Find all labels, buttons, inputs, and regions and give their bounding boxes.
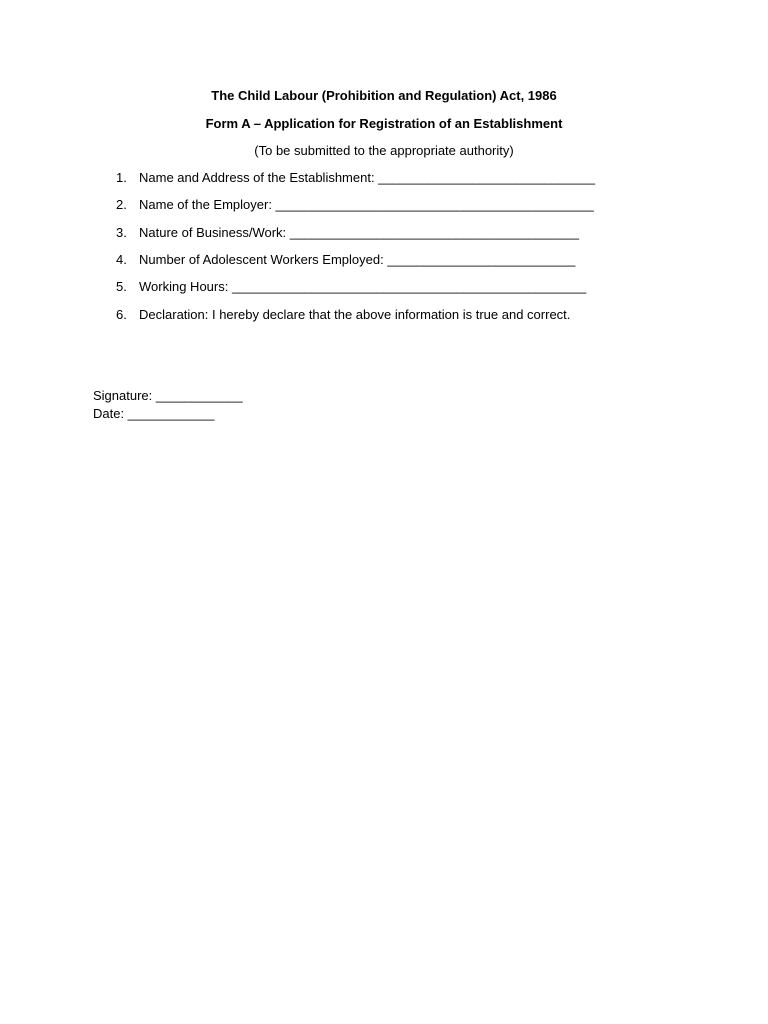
date-line: Date: ____________ [93, 406, 215, 421]
employer-field: Name of the Employer: ____________________________________________ [139, 197, 594, 212]
list-item-number: 3. [116, 225, 127, 240]
business-field: Nature of Business/Work: ________________________________________ [139, 225, 579, 240]
form-title: Form A – Application for Registration of an Establishment [205, 116, 563, 131]
document-title: The Child Labour (Prohibition and Regulation) Act, 1986 [211, 88, 557, 103]
list-item-number: 5. [116, 279, 127, 294]
list-item-number: 1. [116, 170, 127, 185]
form-subtitle: (To be submitted to the appropriate authority) [254, 143, 514, 158]
list-item-number: 6. [116, 307, 127, 322]
list-item-number: 2. [116, 197, 127, 212]
working-hours-field: Working Hours: _________________________________________________ [139, 279, 587, 294]
signature-line: Signature: ____________ [93, 388, 243, 403]
workers-field: Number of Adolescent Workers Employed: __________________________ [139, 252, 576, 267]
establishment-field: Name and Address of the Establishment: ______________________________ [139, 170, 596, 185]
list-item-number: 4. [116, 252, 127, 267]
declaration-text: Declaration: I hereby declare that the above information is true and correct. [139, 307, 571, 322]
